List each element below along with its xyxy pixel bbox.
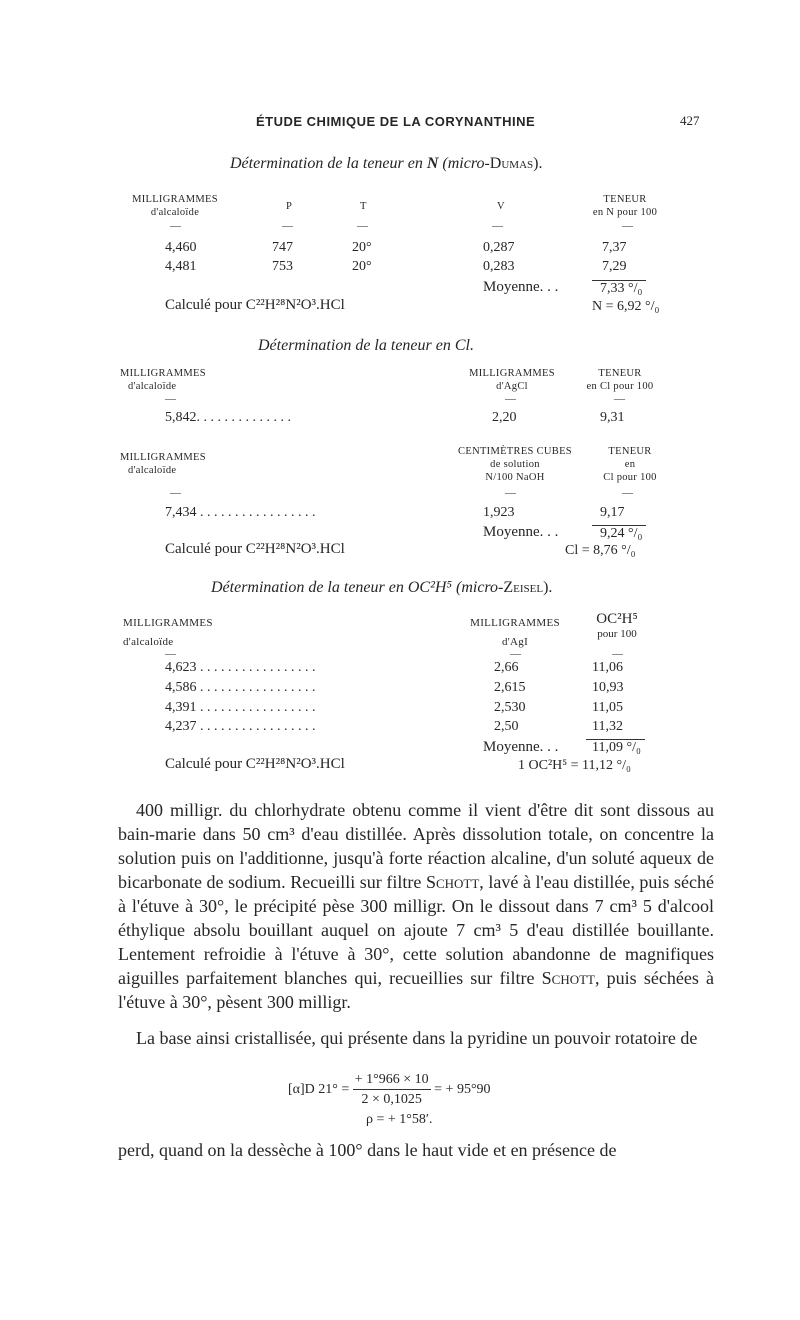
running-header-title: ÉTUDE CHIMIQUE DE LA CORYNANTHINE	[256, 114, 536, 129]
col-dash: —	[505, 393, 516, 405]
col-header-t: T	[360, 201, 367, 212]
formula-fraction	[353, 1070, 431, 1109]
col-dash: —	[165, 648, 176, 660]
col-header-teneur	[570, 193, 680, 219]
cell-teneur: 11,06	[592, 660, 623, 675]
col-header-mg	[123, 614, 213, 652]
cell-teneur: 7,37	[602, 240, 627, 255]
cell-mg: 4,481	[165, 259, 197, 274]
formula-denominator: 2 × 0,1025	[361, 1092, 422, 1107]
heading-method-close: ).	[533, 155, 543, 172]
col-header-line: en Cl pour 100	[586, 381, 654, 392]
cell-v: 0,283	[483, 259, 515, 274]
col-header-line: d'AgI	[501, 636, 529, 648]
moyenne-label: Moyenne. . .	[483, 279, 559, 295]
col-dash: —	[170, 220, 181, 232]
col-header-line: d'alcaloïde	[123, 636, 174, 648]
cell-agi: 2,615	[494, 680, 526, 695]
cell-agcl: 2,20	[492, 410, 517, 425]
cell-mg: 7,434 . . . . . . . . . . . . . . . . .	[165, 505, 316, 520]
col-header-line: MILLIGRAMMES	[120, 368, 206, 379]
col-header-line: TENEUR	[608, 446, 652, 457]
cell-mg: 4,586 . . . . . . . . . . . . . . . . .	[165, 680, 316, 695]
col-dash: —	[282, 220, 293, 232]
cell-agi: 2,66	[494, 660, 519, 675]
col-dash: —	[357, 220, 368, 232]
cell-solution: 1,923	[483, 505, 515, 520]
calcule-label: Calculé pour C²²H²⁸N²O³.HCl	[165, 541, 345, 557]
moyenne-label: Moyenne. . .	[483, 739, 559, 755]
col-header-line: TENEUR	[603, 194, 647, 205]
body-last-line: perd, quand on la dessèche à 100° dans le haut vide et en présence de	[118, 1140, 617, 1160]
calcule-label: Calculé pour C²²H²⁸N²O³.HCl	[165, 756, 345, 772]
col-header-line: en N pour 100	[592, 207, 658, 218]
moyenne-value: 11,09 °/₀	[586, 739, 645, 756]
section-heading-chlorine: Détermination de la teneur en Cl.	[258, 337, 474, 354]
col-header-teneur	[582, 611, 652, 640]
col-header-line: CENTIMÈTRES CUBES	[458, 446, 572, 457]
body-paragraph: La base ainsi cristallisée, qui présente dans la pyridine un pouvoir rotatoire de	[136, 1028, 698, 1048]
heading-method-open: (micro-	[438, 155, 490, 172]
cell-mg: 4,391 . . . . . . . . . . . . . . . . .	[165, 700, 316, 715]
cell-teneur: 9,17	[600, 505, 625, 520]
col-header-line: MILLIGRAMMES	[469, 368, 555, 379]
col-dash: —	[510, 648, 521, 660]
moyenne-value: 9,24 °/₀	[592, 525, 646, 542]
heading-text: Détermination de la teneur en OC²H⁵ (micro-	[211, 579, 504, 596]
col-dash: —	[622, 487, 633, 499]
formula-lhs: [α]D 21° =	[288, 1082, 350, 1097]
col-dash: —	[622, 220, 633, 232]
cell-mg: 4,460	[165, 240, 197, 255]
col-header-line: d'alcaloïde	[128, 465, 177, 476]
paragraph-text: , puis séchées à l'étuve à 30°, pèsent 300 milligr.	[118, 968, 714, 1012]
col-header-line: MILLIGRAMMES	[120, 452, 206, 463]
col-header-agcl	[462, 367, 562, 393]
formula-rho: ρ = + 1°58′.	[366, 1112, 433, 1127]
body-paragraph	[118, 798, 714, 1014]
col-header-line: d'AgCl	[496, 381, 528, 392]
cell-teneur: 10,93	[592, 680, 624, 695]
col-header-mg	[120, 367, 206, 393]
col-header-v: V	[497, 201, 505, 212]
col-dash: —	[492, 220, 503, 232]
schott-name: Schott	[425, 872, 480, 892]
cell-v: 0,287	[483, 240, 515, 255]
col-header-line: MILLIGRAMMES	[123, 617, 213, 629]
col-header-line: Cl pour 100	[603, 472, 657, 483]
cell-teneur: 11,05	[592, 700, 623, 715]
section-heading-nitrogen	[230, 155, 542, 173]
col-dash: —	[165, 393, 176, 405]
col-header-line: pour 100	[597, 628, 637, 640]
col-header-line: d'alcaloïde	[128, 381, 177, 392]
moyenne-value: 7,33 °/₀	[592, 280, 646, 297]
col-dash: —	[614, 393, 625, 405]
col-header-line: TENEUR	[598, 368, 642, 379]
col-header-line: de solution	[490, 459, 540, 470]
schott-name: Schott	[541, 968, 595, 988]
heading-method-close: ).	[543, 579, 553, 596]
moyenne-label: Moyenne. . .	[483, 524, 559, 540]
cell-agi: 2,50	[494, 719, 519, 734]
rotation-formula	[288, 1070, 491, 1109]
col-header-line: d'alcaloïde	[150, 207, 200, 218]
col-header-line: MILLIGRAMMES	[470, 617, 560, 629]
col-header-agi	[465, 614, 565, 652]
calcule-label: Calculé pour C²²H²⁸N²O³.HCl	[165, 297, 345, 313]
formula-numerator: + 1°966 × 10	[353, 1070, 431, 1090]
col-dash: —	[612, 648, 623, 660]
col-header-line: OC²H⁵	[596, 611, 638, 627]
col-header-line: en	[624, 459, 636, 470]
col-header-teneur	[580, 445, 680, 484]
formula-rhs: = + 95°90	[434, 1082, 491, 1097]
cell-p: 747	[272, 240, 293, 255]
cell-mg: 4,237 . . . . . . . . . . . . . . . . .	[165, 719, 316, 734]
col-header-p: P	[286, 201, 293, 212]
paragraph-text: 400 milligr. du chlorhydrate obtenu comme il vient d'être dit sont dissous au bain-marie dans 50 cm³ d'eau distillée. Après dissolution totale, on concentre la solution puis on l'additionne, jusqu'à forte réaction alcaline, d'un soluté aqueux de bicarbonate de sodium. Recueilli sur filtre	[118, 800, 714, 892]
calcule-value: Cl = 8,76 °/₀	[565, 543, 636, 558]
calcule-value: N = 6,92 °/₀	[592, 299, 660, 314]
cell-teneur: 11,32	[592, 719, 623, 734]
col-header-teneur	[565, 367, 675, 393]
col-header-solution	[450, 445, 580, 484]
cell-p: 753	[272, 259, 293, 274]
col-dash: —	[170, 487, 181, 499]
cell-teneur: 7,29	[602, 259, 627, 274]
col-header-mg	[120, 451, 206, 477]
calcule-value: 1 OC²H⁵ = 11,12 °/₀	[518, 758, 631, 773]
cell-t: 20°	[352, 259, 372, 274]
cell-mg: 5,842. . . . . . . . . . . . . .	[165, 410, 291, 425]
cell-t: 20°	[352, 240, 372, 255]
heading-method-name: Dumas	[489, 155, 534, 172]
heading-element: N	[426, 155, 439, 172]
cell-teneur: 9,31	[600, 410, 625, 425]
col-header-line: MILLIGRAMMES	[132, 194, 218, 205]
section-heading-ethoxyl	[211, 579, 552, 597]
paragraph-text: , lavé à l'eau distillée, puis séché à l'étuve à 30°, le précipité pèse 300 milligr. On le dissout dans 7 cm³ 5 d'alcool éthylique absolu bouillant auquel on ajoute 7 cm³ 5 d'eau distillée bouillante. Lentement refroidie à l'étuve à 30°, cette solution abandonne de magnifiques aiguilles parfaitement blanches qui, recueillies sur filtre	[118, 872, 714, 988]
cell-mg: 4,623 . . . . . . . . . . . . . . . . .	[165, 660, 316, 675]
heading-method-name: Zeisel	[503, 579, 544, 596]
col-header-mg	[120, 193, 230, 219]
col-dash: —	[505, 487, 516, 499]
page-number: 427	[680, 113, 700, 128]
cell-agi: 2,530	[494, 700, 526, 715]
col-header-line: N/100 NaOH	[485, 472, 545, 483]
heading-text: Détermination de la teneur en	[230, 155, 427, 172]
